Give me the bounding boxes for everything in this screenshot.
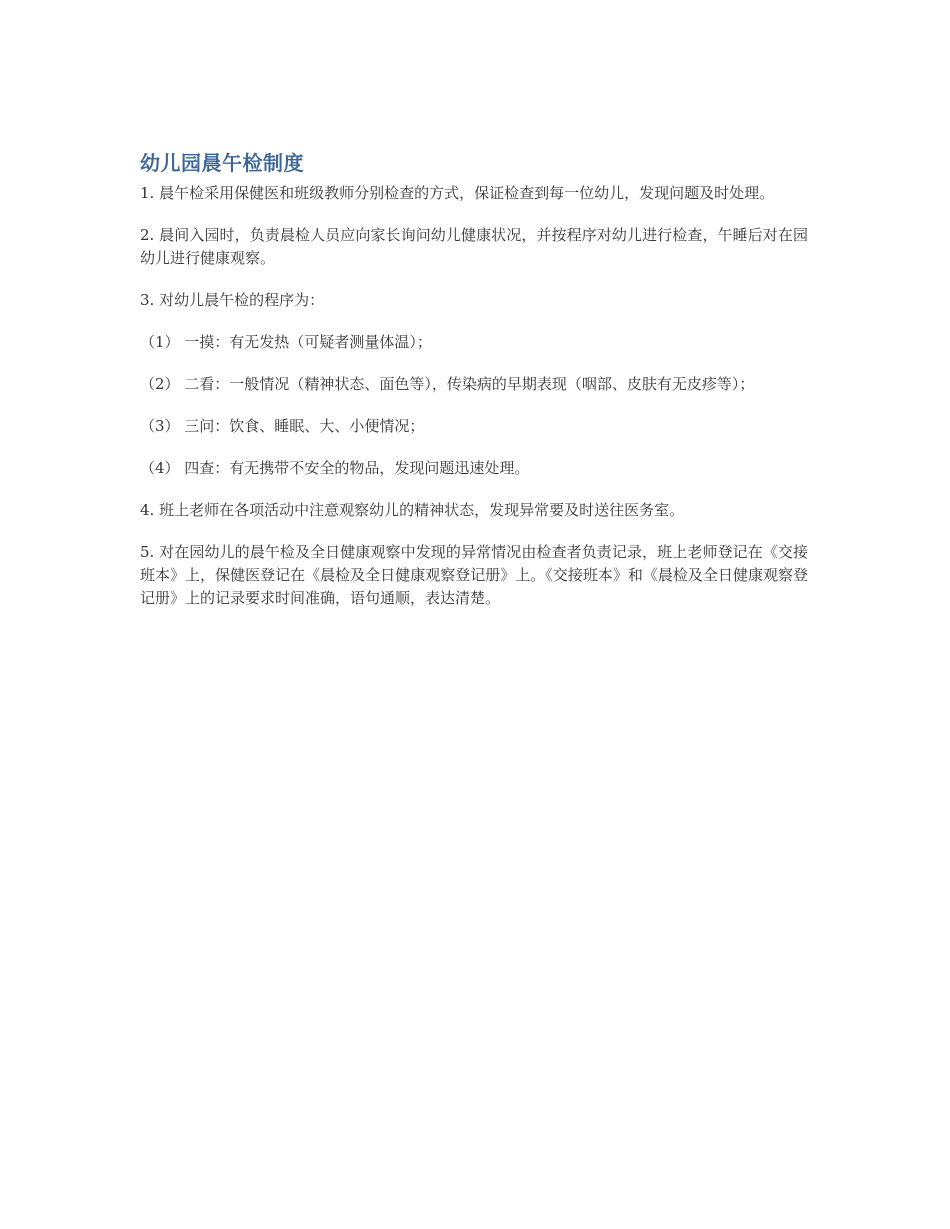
paragraph-item-3: 3. 对幼儿晨午检的程序为： — [140, 291, 325, 309]
procedure-step-2: （2） 二看：一般情况（精神状态、面色等），传染病的早期表现（咽部、皮肤有无皮疹等）； — [140, 375, 755, 393]
procedure-step-4: （4） 四查：有无携带不安全的物品，发现问题迅速处理。 — [140, 459, 530, 477]
paragraph-item-2: 2. 晨间入园时，负责晨检人员应向家长询问幼儿健康状况，并按程序对幼儿进行检查，午睡后对在园幼儿进行健康观察。 — [140, 226, 808, 267]
paragraph-item-1: 1. 晨午检采用保健医和班级教师分别检查的方式，保证检查到每一位幼儿，发现问题及时处理。 — [140, 184, 775, 202]
procedure-step-3: （3） 三问：饮食、睡眠、大、小便情况； — [140, 417, 425, 435]
procedure-step-1: （1） 一摸：有无发热（可疑者测量体温）； — [140, 333, 432, 351]
document-body — [140, 148, 808, 629]
paragraph-item-5: 5. 对在园幼儿的晨午检及全日健康观察中发现的异常情况由检查者负责记录，班上老师登记在《交接班本》上，保健医登记在《晨检及全日健康观察登记册》上。《交接班本》和《晨检及全日健康观察登记册》上的记录要求时间准确，语句通顺，表达清楚。 — [140, 543, 808, 607]
paragraph-item-4: 4. 班上老师在各项活动中注意观察幼儿的精神状态，发现异常要及时送往医务室。 — [140, 501, 685, 519]
document-title: 幼儿园晨午检制度 — [140, 151, 304, 175]
